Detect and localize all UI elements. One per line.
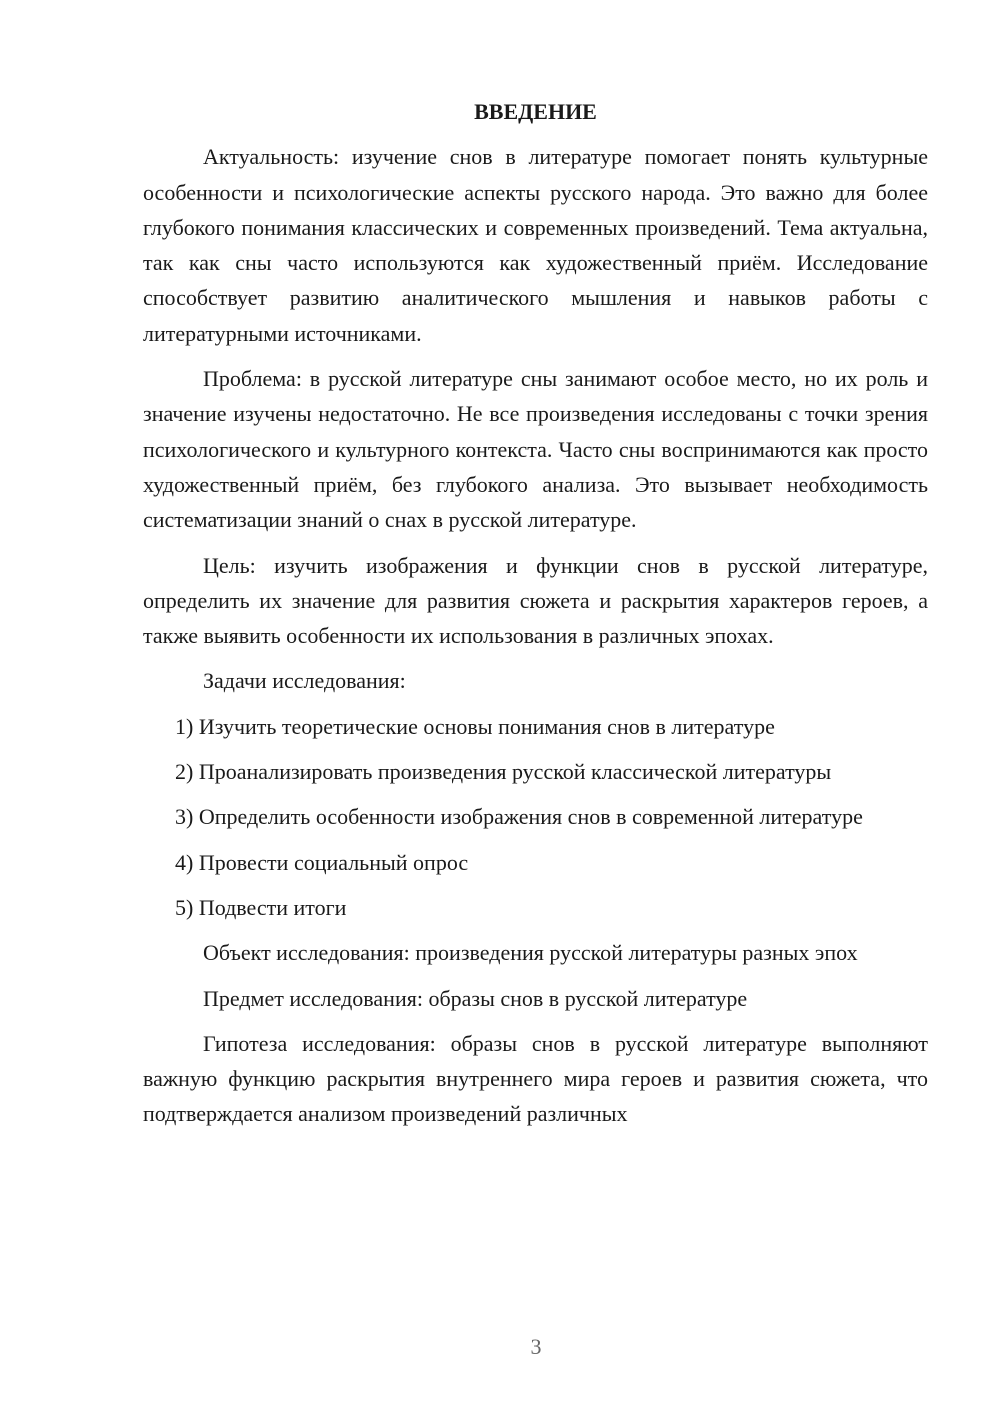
paragraph-hypothesis: Гипотеза исследования: образы снов в русской литературе выполняют важную функцию раскрытия внутреннего мира героев и развития сюжета, что подтверждается анализом произведений различных	[143, 1030, 928, 1127]
paragraph-goal: Цель: изучить изображения и функции снов в русской литературе, определить их значение для развития сюжета и раскрытия характеров героев, а также выявить особенности их использования в различных эпохах.	[143, 552, 928, 649]
section-title: ВВЕДЕНИЕ	[474, 99, 597, 124]
page-number: 3	[530, 1334, 542, 1359]
paragraph-object: Объект исследования: произведения русской литературы разных эпох	[203, 940, 858, 966]
task-item-5: 5) Подвести итоги	[175, 894, 347, 920]
paragraph-tasks-heading: Задачи исследования:	[203, 668, 406, 694]
task-item-4: 4) Провести социальный опрос	[175, 849, 469, 875]
task-item-3: 3) Определить особенности изображения снов в современной литературе	[175, 804, 863, 830]
paragraph-problem: Проблема: в русской литературе сны занимают особое место, но их роль и значение изучены недостаточно. Не все произведения исследованы с точки зрения психологического и культурного контекста. Часто сны воспринимаются как просто художественный приём, без глубокого анализа. Это вызывает необходимость систематизации знаний о снах в русской литературе.	[143, 366, 928, 533]
paragraph-subject: Предмет исследования: образы снов в русской литературе	[203, 985, 748, 1011]
document-page	[143, 94, 928, 1142]
task-item-2: 2) Проанализировать произведения русской классической литературы	[175, 759, 832, 785]
paragraph-relevance: Актуальность: изучение снов в литературе помогает понять культурные особенности и психологические аспекты русского народа. Это важно для более глубокого понимания классических и современных произведений. Тема актуальна, так как сны часто используются как художественный приём. Исследование способствует развитию аналитического мышления и навыков работы с литературными источниками.	[143, 144, 928, 346]
task-item-1: 1) Изучить теоретические основы понимания снов в литературе	[175, 713, 775, 739]
